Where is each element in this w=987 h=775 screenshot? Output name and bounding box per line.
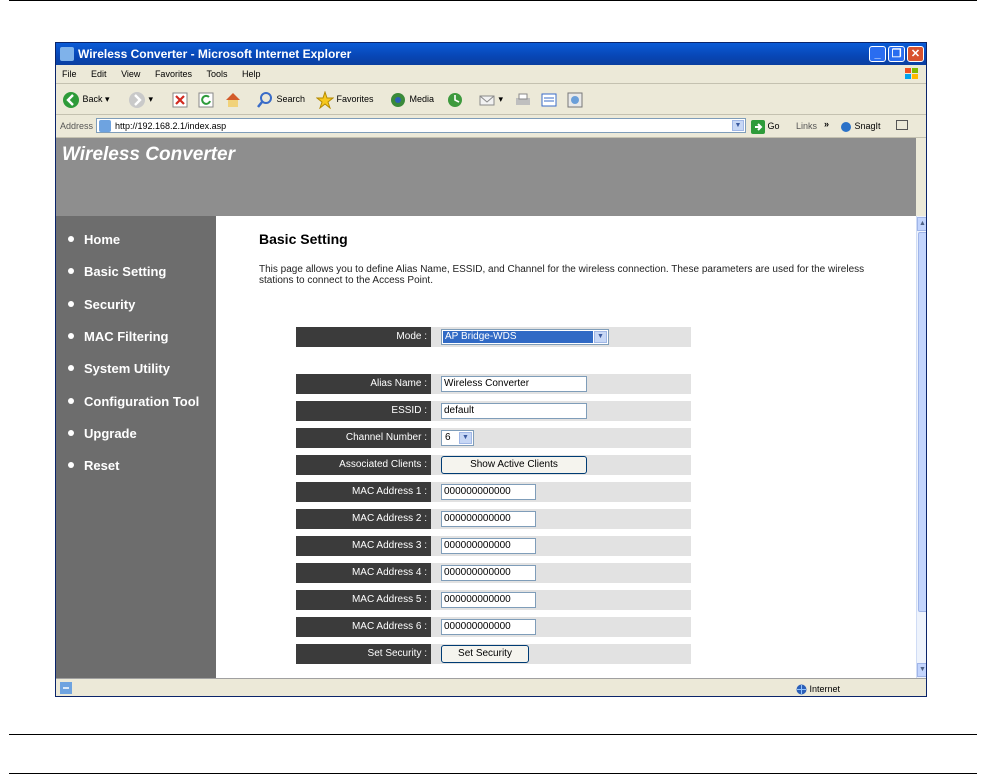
address-label: Address: [60, 121, 94, 131]
channel-select[interactable]: [441, 430, 474, 446]
nav-item-mac-filtering[interactable]: [68, 329, 169, 344]
page-description: This page allows you to define Alias Name, ESSID, and Channel for the wireless connection. These parameters are used for the wireless stations to connect to the Access Point.: [259, 264, 865, 286]
page-status-icon: [60, 682, 72, 694]
mac-address-4-input[interactable]: 000000000000: [441, 565, 536, 581]
page-icon: [99, 120, 111, 132]
alias-name-input[interactable]: Wireless Converter: [441, 376, 587, 392]
nav-item-home[interactable]: [68, 232, 120, 247]
media-icon: [389, 91, 407, 109]
edit-icon: [540, 91, 558, 109]
security-label: Set Security :: [296, 644, 431, 664]
media-label: Media: [409, 94, 435, 104]
bullet-icon: [68, 301, 74, 307]
menu-view[interactable]: View: [121, 69, 141, 79]
go-button[interactable]: [751, 115, 780, 137]
nav-item-reset[interactable]: [68, 458, 119, 473]
security-zone: [796, 680, 840, 697]
refresh-button[interactable]: [198, 90, 214, 108]
close-button[interactable]: ✕: [907, 46, 924, 62]
browser-window: [55, 42, 927, 697]
back-label: Back: [82, 94, 103, 104]
address-input[interactable]: [96, 118, 746, 133]
messenger-button[interactable]: [566, 90, 584, 108]
mac-label: MAC Address 4 :: [296, 563, 431, 583]
nav-label: Configuration Tool: [84, 394, 200, 409]
stop-button[interactable]: [172, 90, 188, 108]
main-panel: [216, 216, 916, 678]
minimize-button[interactable]: _: [869, 46, 886, 62]
essid-row: [296, 401, 691, 421]
home-button[interactable]: [224, 90, 242, 108]
print-icon: [514, 91, 532, 109]
search-icon: [256, 91, 274, 109]
bullet-icon: [68, 462, 74, 468]
mac-label: MAC Address 1 :: [296, 482, 431, 502]
history-icon: [446, 91, 464, 109]
nav-label: Security: [84, 297, 136, 312]
snagit-label: SnagIt: [854, 121, 881, 131]
menu-edit[interactable]: Edit: [91, 69, 107, 79]
bullet-icon: [68, 398, 74, 404]
menu-file[interactable]: File: [62, 69, 77, 79]
toolbar: [56, 84, 926, 115]
nav-item-configuration-tool[interactable]: [68, 394, 199, 409]
nav-item-basic-setting[interactable]: [68, 264, 166, 279]
windows-logo-icon: [904, 67, 920, 81]
back-button[interactable]: Back ▾: [62, 90, 110, 108]
essid-label: ESSID :: [296, 401, 431, 421]
bullet-icon: [68, 430, 74, 436]
sidebar: [56, 216, 216, 678]
nav-item-security[interactable]: [68, 297, 135, 312]
mail-button[interactable]: ▾: [478, 90, 503, 108]
snagit-button[interactable]: [840, 115, 881, 137]
show-active-clients-button[interactable]: Show Active Clients: [441, 456, 587, 474]
mac-row: [296, 590, 691, 610]
nav-item-upgrade[interactable]: [68, 426, 137, 441]
menu-favorites[interactable]: Favorites: [154, 69, 192, 79]
mode-select[interactable]: [441, 329, 609, 345]
mode-row: [296, 327, 691, 347]
mode-label: Mode :: [296, 327, 431, 347]
refresh-icon: [198, 92, 214, 108]
mac-label: MAC Address 3 :: [296, 536, 431, 556]
nav-item-system-utility[interactable]: [68, 361, 170, 376]
favorites-star-icon: [316, 91, 334, 109]
clients-label: Associated Clients :: [296, 455, 431, 475]
forward-arrow-icon: [128, 91, 146, 109]
vertical-scrollbar[interactable]: [916, 216, 927, 678]
alias-row: [296, 374, 691, 394]
channel-row: [296, 428, 691, 448]
bullet-icon: [68, 236, 74, 242]
forward-button[interactable]: ▾: [128, 90, 153, 108]
mac-address-2-input[interactable]: 000000000000: [441, 511, 536, 527]
chevron-down-icon[interactable]: ▼: [459, 432, 472, 444]
nav-label: Upgrade: [84, 426, 137, 441]
go-arrow-icon: [751, 120, 765, 134]
scrollbar-thumb[interactable]: [918, 232, 927, 612]
address-dropdown-button[interactable]: ▼: [732, 120, 744, 131]
status-bar: [56, 678, 926, 697]
favorites-label: Favorites: [336, 94, 374, 104]
nav-label: Home: [84, 232, 121, 247]
mac-address-6-input[interactable]: 000000000000: [441, 619, 536, 635]
security-row: [296, 644, 691, 664]
clients-row: [296, 455, 691, 475]
ie-icon: [60, 47, 74, 61]
search-label: Search: [276, 94, 306, 104]
search-button[interactable]: [256, 90, 305, 108]
mid-rule: [9, 734, 977, 735]
bullet-icon: [68, 365, 74, 371]
mac-address-5-input[interactable]: 000000000000: [441, 592, 536, 608]
links-chevron[interactable]: »: [824, 119, 830, 129]
stop-icon: [172, 92, 188, 108]
mac-address-1-input[interactable]: 000000000000: [441, 484, 536, 500]
page-content: [56, 138, 916, 678]
internet-globe-icon: [796, 684, 807, 695]
mac-row: [296, 482, 691, 502]
set-security-button[interactable]: Set Security: [441, 645, 529, 663]
mac-label: MAC Address 6 :: [296, 617, 431, 637]
print-button[interactable]: [514, 90, 532, 108]
banner-title: Wireless Converter: [62, 144, 236, 165]
scroll-up-icon[interactable]: ▲: [917, 217, 927, 231]
channel-label: Channel Number :: [296, 428, 431, 448]
history-button[interactable]: [446, 90, 464, 108]
channel-value: 6: [445, 432, 451, 443]
mac-label: MAC Address 2 :: [296, 509, 431, 529]
edit-button[interactable]: [540, 90, 558, 108]
messenger-icon: [566, 91, 584, 109]
go-label: Go: [767, 121, 780, 131]
mac-row: [296, 617, 691, 637]
nav-label: Basic Setting: [84, 264, 167, 279]
mac-address-3-input[interactable]: 000000000000: [441, 538, 536, 554]
maximize-button[interactable]: ❐: [888, 46, 905, 62]
nav-label: System Utility: [84, 361, 170, 376]
nav-label: Reset: [84, 458, 120, 473]
mode-value: AP Bridge-WDS: [443, 331, 593, 343]
favorites-button[interactable]: [316, 90, 374, 108]
top-rule: [9, 0, 977, 1]
address-bar: [56, 115, 926, 138]
snagit-window-icon[interactable]: [896, 120, 908, 130]
mac-label: MAC Address 5 :: [296, 590, 431, 610]
address-url: http://192.168.2.1/index.asp: [115, 121, 227, 131]
mail-icon: [478, 91, 496, 109]
snagit-icon: [840, 121, 852, 133]
nav-label: MAC Filtering: [84, 329, 169, 344]
banner: [56, 138, 916, 216]
menu-tools[interactable]: Tools: [206, 69, 228, 79]
menu-bar: [56, 65, 926, 84]
mac-row: [296, 509, 691, 529]
menu-help[interactable]: Help: [242, 69, 261, 79]
essid-input[interactable]: default: [441, 403, 587, 419]
zone-label: Internet: [809, 684, 841, 694]
home-icon: [224, 91, 242, 109]
mac-row: [296, 563, 691, 583]
media-button[interactable]: [389, 90, 434, 108]
scroll-down-icon[interactable]: ▼: [917, 663, 927, 677]
page-title: Basic Setting: [259, 231, 348, 247]
links-label[interactable]: Links: [796, 121, 818, 131]
chevron-down-icon[interactable]: ▼: [594, 331, 607, 343]
back-arrow-icon: [62, 91, 80, 109]
mac-row: [296, 536, 691, 556]
bullet-icon: [68, 333, 74, 339]
bullet-icon: [68, 268, 74, 274]
title-bar[interactable]: [56, 43, 926, 65]
bottom-rule: [9, 773, 977, 774]
window-title: Wireless Converter - Microsoft Internet Explorer: [78, 47, 352, 61]
alias-label: Alias Name :: [296, 374, 431, 394]
